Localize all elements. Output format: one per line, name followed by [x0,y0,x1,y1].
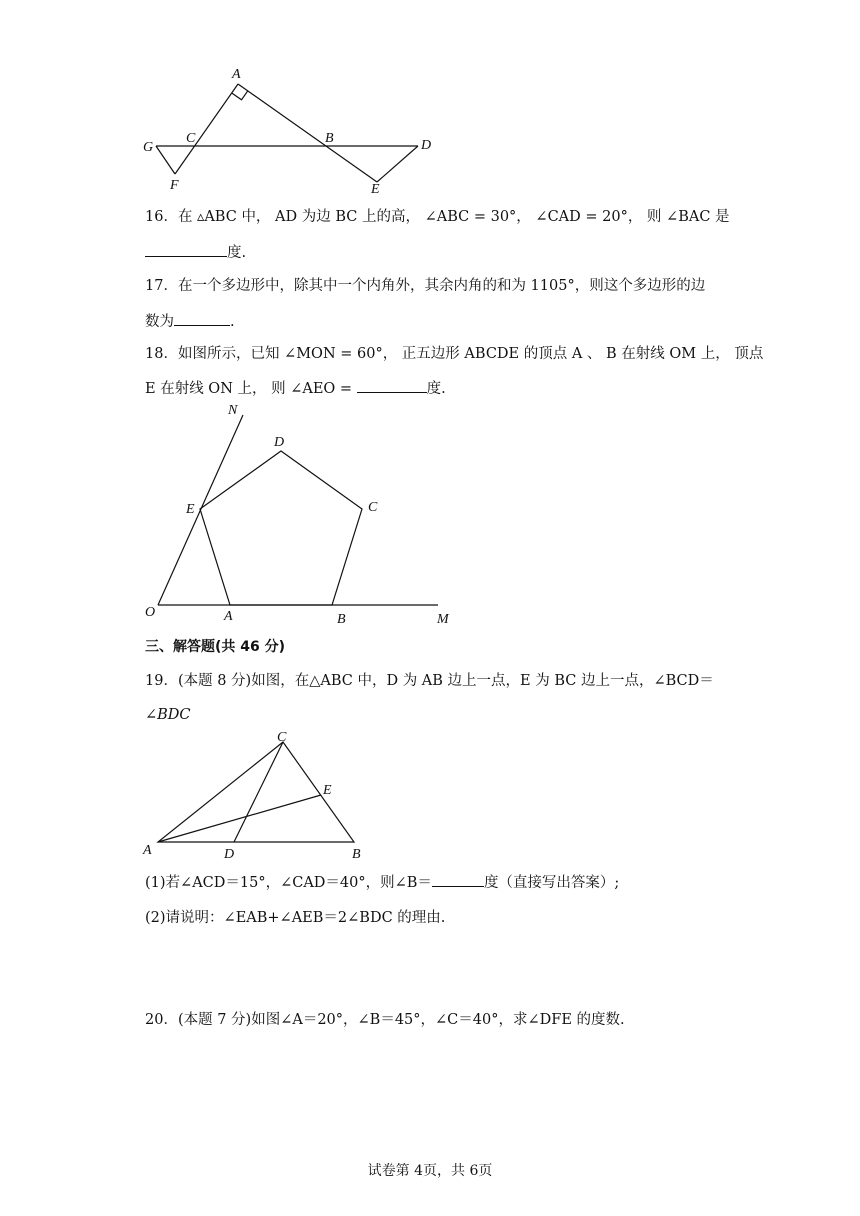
label-m: M [437,612,449,627]
q19-answer-blank[interactable] [432,872,484,887]
label-f: F [170,178,179,193]
label-b2: B [337,612,346,627]
label-n: N [228,403,238,418]
q16-answer-blank[interactable] [145,242,227,257]
label-c: C [186,131,196,146]
figure-1 [140,62,440,197]
segment-fa [175,84,238,174]
q19-part2: (2)请说明：∠EAB+∠AEB＝2∠BDC 的理由. [145,910,446,926]
label-d: D [421,138,432,153]
figure-3 [140,728,380,864]
label-e: E [371,182,380,197]
figure-2 [140,398,460,630]
q19-line2: ∠BDC [145,707,191,723]
q18-line2 [145,378,446,399]
q17-suffix: . [230,314,235,330]
segment-de [377,146,418,182]
q16-line2 [145,242,246,263]
label-b3: B [352,847,361,862]
q19-part1 [145,872,619,893]
pentagon-abcde [200,451,362,605]
q19-part1-suffix: 度（直接写出答案）; [483,875,620,891]
q19-line1: 19．(本题 8 分)如图，在△ABC 中，D 为 AB 边上一点，E 为 BC 边上一点，∠BCD＝ [145,673,714,689]
label-a2: A [224,609,233,624]
segment-gf [156,146,175,174]
q17-answer-blank[interactable] [174,311,230,326]
label-e3: E [323,783,332,798]
q20-line1: 20．(本题 7 分)如图∠A＝20°，∠B＝45°，∠C＝40°，求∠DFE 的度数. [145,1012,625,1028]
q18-answer-blank[interactable] [357,378,427,393]
section-title: 三、解答题(共 46 分) [145,639,286,655]
segment-ae [158,795,321,842]
label-a3: A [143,843,152,858]
q17-prefix: 数为 [145,314,174,330]
q18-line1: 18．如图所示，已知 ∠MON = 60°， 正五边形 ABCDE 的顶点 A 、 B 在射线 OM 上， 顶点 [145,346,764,362]
q17-line2 [145,311,235,332]
label-c2: C [368,500,378,515]
label-d2: D [274,435,285,450]
label-o: O [145,605,156,620]
label-e2: E [186,502,195,517]
label-a: A [232,67,241,82]
q19-part1-prefix: (1)若∠ACD＝15°，∠CAD＝40°，则∠B＝ [145,875,432,891]
right-angle-mark [232,91,248,100]
label-b: B [325,131,334,146]
segment-cd [234,742,283,842]
label-c3: C [277,730,287,745]
q18-prefix: E 在射线 ON 上， 则 ∠AEO = [145,381,353,397]
label-g: G [143,140,154,155]
q18-suffix: 度. [426,381,446,397]
q16-line1: 16．在 ▵ABC 中， AD 为边 BC 上的高， ∠ABC = 30°， ∠CAD = 20°， 则 ∠BAC 是 [145,209,730,225]
q16-suffix: 度. [227,245,247,261]
page-footer: 试卷第 4页，共 6页 [367,1163,493,1179]
q17-line1: 17．在一个多边形中，除其中一个内角外，其余内角的和为 1105°，则这个多边形的边 [145,278,706,294]
label-d3: D [224,847,235,862]
segment-ae [238,84,377,182]
